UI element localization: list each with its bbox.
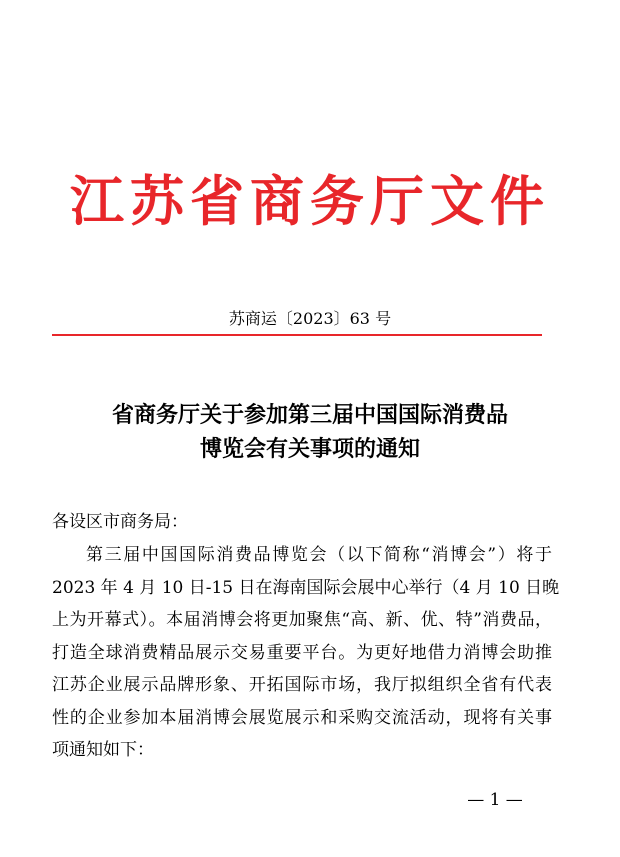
body-line: 项通知如下： (52, 740, 154, 760)
document-header-title: 江苏省商务厅文件 (70, 169, 550, 233)
document-number: 苏商运〔2023〕63 号 (228, 309, 392, 328)
notice-title (40, 398, 580, 466)
addressee: 各设区市商务局： (52, 512, 188, 532)
red-divider-line (52, 334, 542, 336)
page-number: — 1 — (467, 790, 523, 810)
body-line: 性的企业参加本届消博会展览展示和采购交流活动，现将有关事 (52, 707, 552, 728)
body-line: 江苏企业展示品牌形象、开拓国际市场，我厅拟组织全省有代表 (52, 675, 552, 695)
body-paragraph (52, 543, 560, 771)
body-line: 打造全球消费精品展示交易重要平台。为更好地借力消博会助推 (52, 642, 552, 663)
body-line: 上为开幕式）。本届消博会将更加聚焦“高、新、优、特”消费品， (52, 610, 552, 630)
body-line: 第三届中国国际消费品博览会（以下简称“消博会”）将于 (86, 545, 552, 565)
notice-title-line-1: 省商务厅关于参加第三届中国国际消费品 (111, 402, 508, 428)
notice-title-line-2: 博览会有关事项的通知 (199, 436, 420, 462)
body-line: 2023 年 4 月 10 日-15 日在海南国际会展中心举行（4 月 10 日晚 (52, 577, 560, 598)
